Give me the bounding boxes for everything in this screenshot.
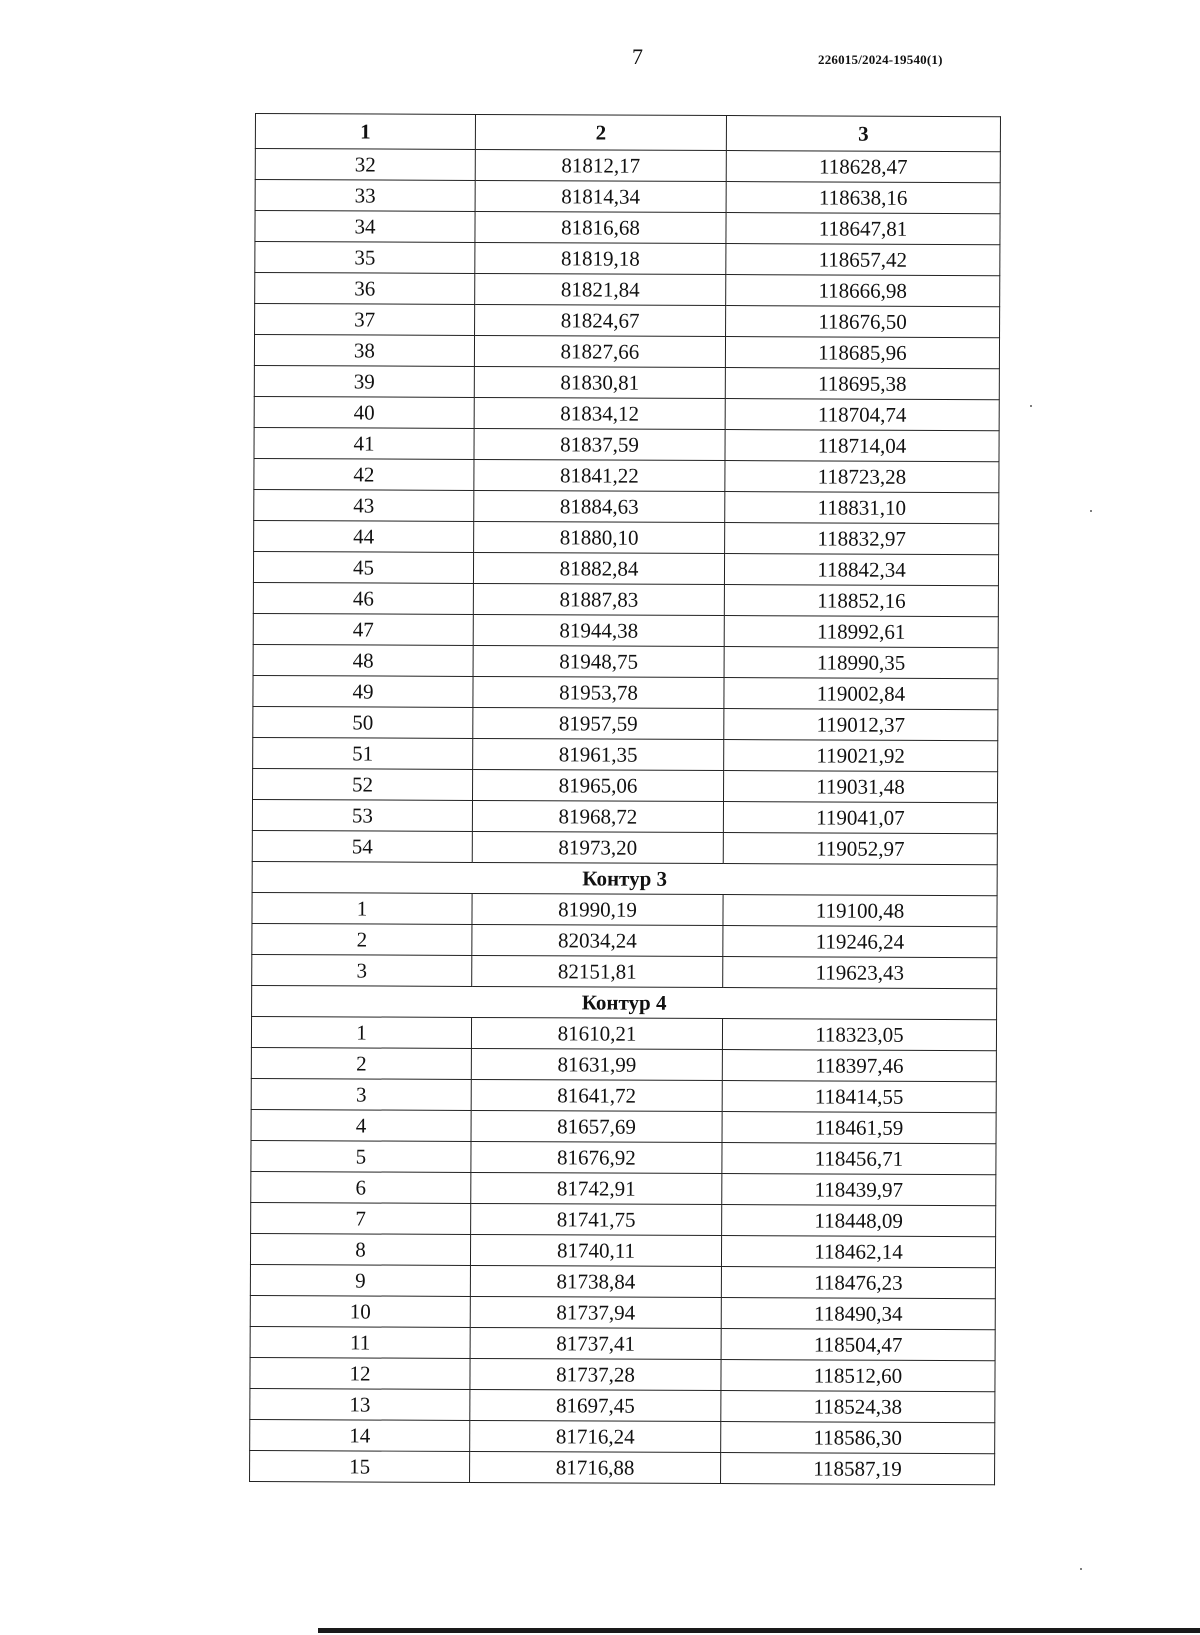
table-header-row — [255, 114, 1000, 152]
point-number-cell: 3 — [251, 1078, 471, 1110]
table-row — [251, 1016, 996, 1050]
y-coordinate-cell: 118448,09 — [722, 1205, 996, 1237]
table-row — [251, 1171, 996, 1205]
column-header: 3 — [726, 116, 1000, 152]
y-coordinate-cell: 118992,61 — [724, 616, 998, 648]
point-number-cell: 38 — [254, 335, 474, 367]
x-coordinate-cell: 81819,18 — [475, 242, 726, 274]
x-coordinate-cell: 81882,84 — [473, 552, 724, 584]
table-row — [250, 1326, 995, 1360]
y-coordinate-cell: 118852,16 — [724, 585, 998, 617]
x-coordinate-cell: 81716,24 — [470, 1420, 721, 1452]
table-row — [253, 675, 998, 709]
y-coordinate-cell: 118657,42 — [726, 244, 1000, 276]
point-number-cell: 9 — [250, 1264, 470, 1296]
y-coordinate-cell: 118676,50 — [726, 306, 1000, 338]
x-coordinate-cell: 81631,99 — [471, 1048, 722, 1080]
y-coordinate-cell: 118842,34 — [724, 554, 998, 586]
table-body — [250, 149, 1001, 1485]
point-number-cell: 54 — [252, 830, 472, 862]
table-row — [251, 1140, 996, 1174]
point-number-cell: 47 — [253, 613, 473, 645]
x-coordinate-cell: 81812,17 — [475, 149, 726, 181]
y-coordinate-cell: 118685,96 — [725, 337, 999, 369]
x-coordinate-cell: 81944,38 — [473, 614, 724, 646]
point-number-cell: 46 — [253, 582, 473, 614]
table-row — [253, 768, 998, 802]
table-row — [252, 923, 997, 957]
x-coordinate-cell: 81738,84 — [470, 1265, 721, 1297]
point-number-cell: 1 — [251, 1016, 471, 1048]
page-number: 7 — [632, 44, 643, 69]
y-coordinate-cell: 118512,60 — [721, 1360, 995, 1392]
table-row — [250, 1388, 995, 1422]
x-coordinate-cell: 81741,75 — [471, 1203, 722, 1235]
y-coordinate-cell: 119002,84 — [724, 678, 998, 710]
x-coordinate-cell: 81965,06 — [473, 769, 724, 801]
x-coordinate-cell: 81880,10 — [474, 521, 725, 553]
y-coordinate-cell: 118461,59 — [722, 1112, 996, 1144]
point-number-cell: 35 — [255, 242, 475, 274]
table-row — [252, 799, 997, 833]
x-coordinate-cell: 81641,72 — [471, 1079, 722, 1111]
x-coordinate-cell: 81824,67 — [475, 304, 726, 336]
coordinates-table — [249, 113, 1001, 1485]
table-row — [253, 613, 998, 647]
x-coordinate-cell: 81957,59 — [473, 707, 724, 739]
x-coordinate-cell: 81837,59 — [474, 428, 725, 460]
table-row — [250, 1357, 995, 1391]
point-number-cell: 40 — [254, 396, 474, 428]
x-coordinate-cell: 81953,78 — [473, 676, 724, 708]
x-coordinate-cell: 81716,88 — [470, 1451, 721, 1483]
table-row — [254, 396, 999, 430]
y-coordinate-cell: 118723,28 — [725, 461, 999, 493]
table-row — [252, 830, 997, 864]
column-header: 1 — [255, 114, 475, 150]
table-row — [253, 706, 998, 740]
table-row — [255, 149, 1000, 183]
point-number-cell: 3 — [252, 954, 472, 986]
x-coordinate-cell: 81973,20 — [472, 831, 723, 863]
table-row — [252, 954, 997, 988]
point-number-cell: 37 — [255, 304, 475, 336]
y-coordinate-cell: 118714,04 — [725, 430, 999, 462]
x-coordinate-cell: 81821,84 — [475, 273, 726, 305]
point-number-cell: 53 — [252, 799, 472, 831]
point-number-cell: 39 — [254, 365, 474, 397]
y-coordinate-cell: 118666,98 — [726, 275, 1000, 307]
point-number-cell: 15 — [250, 1450, 470, 1482]
y-coordinate-cell: 118323,05 — [722, 1019, 996, 1051]
y-coordinate-cell: 118524,38 — [721, 1391, 995, 1423]
contour-heading-row — [252, 985, 997, 1019]
x-coordinate-cell: 81968,72 — [472, 800, 723, 832]
table-row — [253, 582, 998, 616]
y-coordinate-cell: 119031,48 — [724, 771, 998, 803]
y-coordinate-cell: 119100,48 — [723, 895, 997, 927]
document-reference: 226015/2024-19540(1) — [818, 52, 943, 67]
y-coordinate-cell: 118476,23 — [721, 1267, 995, 1299]
x-coordinate-cell: 81830,81 — [474, 366, 725, 398]
contour-heading: Контур 4 — [252, 985, 997, 1019]
point-number-cell: 13 — [250, 1388, 470, 1420]
x-coordinate-cell: 81697,45 — [470, 1389, 721, 1421]
point-number-cell: 11 — [250, 1326, 470, 1358]
y-coordinate-cell: 118638,16 — [726, 182, 1000, 214]
y-coordinate-cell: 119246,24 — [723, 926, 997, 958]
table-row — [254, 458, 999, 492]
x-coordinate-cell: 81737,41 — [470, 1327, 721, 1359]
point-number-cell: 5 — [251, 1140, 471, 1172]
y-coordinate-cell: 118490,34 — [721, 1298, 995, 1330]
x-coordinate-cell: 81827,66 — [474, 335, 725, 367]
x-coordinate-cell: 81740,11 — [470, 1234, 721, 1266]
y-coordinate-cell: 118439,97 — [722, 1174, 996, 1206]
y-coordinate-cell: 118462,14 — [721, 1236, 995, 1268]
point-number-cell: 2 — [252, 923, 472, 955]
table-row — [255, 304, 1000, 338]
y-coordinate-cell: 118831,10 — [725, 492, 999, 524]
y-coordinate-cell: 118704,74 — [725, 399, 999, 431]
point-number-cell: 50 — [253, 706, 473, 738]
y-coordinate-cell: 119041,07 — [723, 802, 997, 834]
point-number-cell: 4 — [251, 1109, 471, 1141]
table-row — [254, 489, 999, 523]
scan-speck — [1090, 510, 1092, 512]
table-row — [254, 427, 999, 461]
y-coordinate-cell: 118647,81 — [726, 213, 1000, 245]
y-coordinate-cell: 118990,35 — [724, 647, 998, 679]
x-coordinate-cell: 81841,22 — [474, 459, 725, 491]
contour-heading: Контур 3 — [252, 861, 997, 895]
table-row — [250, 1233, 995, 1267]
x-coordinate-cell: 81990,19 — [472, 893, 723, 925]
point-number-cell: 1 — [252, 892, 472, 924]
table-row — [254, 520, 999, 554]
point-number-cell: 41 — [254, 427, 474, 459]
x-coordinate-cell: 81948,75 — [473, 645, 724, 677]
point-number-cell: 10 — [250, 1295, 470, 1327]
x-coordinate-cell: 81610,21 — [471, 1017, 722, 1049]
point-number-cell: 8 — [250, 1233, 470, 1265]
x-coordinate-cell: 81676,92 — [471, 1141, 722, 1173]
y-coordinate-cell: 119021,92 — [724, 740, 998, 772]
scan-speck — [1030, 405, 1032, 407]
x-coordinate-cell: 81657,69 — [471, 1110, 722, 1142]
point-number-cell: 6 — [251, 1171, 471, 1203]
x-coordinate-cell: 81884,63 — [474, 490, 725, 522]
x-coordinate-cell: 81834,12 — [474, 397, 725, 429]
table-row — [250, 1450, 995, 1484]
table-row — [255, 211, 1000, 245]
y-coordinate-cell: 119012,37 — [724, 709, 998, 741]
y-coordinate-cell: 118628,47 — [726, 151, 1000, 183]
x-coordinate-cell: 81814,34 — [475, 180, 726, 212]
column-header: 2 — [475, 114, 726, 150]
table-row — [254, 335, 999, 369]
point-number-cell: 34 — [255, 211, 475, 243]
x-coordinate-cell: 82034,24 — [472, 924, 723, 956]
point-number-cell: 52 — [253, 768, 473, 800]
x-coordinate-cell: 81742,91 — [471, 1172, 722, 1204]
table-row — [254, 365, 999, 399]
point-number-cell: 32 — [255, 149, 475, 181]
point-number-cell: 12 — [250, 1357, 470, 1389]
point-number-cell: 7 — [251, 1202, 471, 1234]
y-coordinate-cell: 118832,97 — [725, 523, 999, 555]
contour-heading-row — [252, 861, 997, 895]
scan-speck — [1080, 1568, 1082, 1570]
y-coordinate-cell: 118504,47 — [721, 1329, 995, 1361]
point-number-cell: 45 — [253, 551, 473, 583]
table-row — [250, 1419, 995, 1453]
y-coordinate-cell: 119623,43 — [723, 957, 997, 989]
y-coordinate-cell: 118586,30 — [721, 1422, 995, 1454]
table-row — [250, 1264, 995, 1298]
point-number-cell: 43 — [254, 489, 474, 521]
point-number-cell: 14 — [250, 1419, 470, 1451]
table-row — [251, 1202, 996, 1236]
table-row — [251, 1078, 996, 1112]
table-row — [251, 1109, 996, 1143]
point-number-cell: 48 — [253, 644, 473, 676]
x-coordinate-cell: 81961,35 — [473, 738, 724, 770]
y-coordinate-cell: 118456,71 — [722, 1143, 996, 1175]
table-row — [255, 180, 1000, 214]
scan-edge-line — [318, 1628, 1200, 1633]
table-row — [252, 892, 997, 926]
point-number-cell: 2 — [251, 1047, 471, 1079]
table-row — [253, 644, 998, 678]
x-coordinate-cell: 81737,94 — [470, 1296, 721, 1328]
y-coordinate-cell: 119052,97 — [723, 833, 997, 865]
point-number-cell: 36 — [255, 273, 475, 305]
table-row — [251, 1047, 996, 1081]
point-number-cell: 42 — [254, 458, 474, 490]
table-row — [253, 737, 998, 771]
point-number-cell: 49 — [253, 675, 473, 707]
point-number-cell: 44 — [254, 520, 474, 552]
point-number-cell: 33 — [255, 180, 475, 212]
table-row — [250, 1295, 995, 1329]
table-row — [255, 242, 1000, 276]
x-coordinate-cell: 81737,28 — [470, 1358, 721, 1390]
x-coordinate-cell: 82151,81 — [472, 955, 723, 987]
table-row — [255, 273, 1000, 307]
point-number-cell: 51 — [253, 737, 473, 769]
y-coordinate-cell: 118695,38 — [725, 368, 999, 400]
x-coordinate-cell: 81816,68 — [475, 211, 726, 243]
y-coordinate-cell: 118587,19 — [721, 1453, 995, 1485]
x-coordinate-cell: 81887,83 — [473, 583, 724, 615]
table-row — [253, 551, 998, 585]
y-coordinate-cell: 118397,46 — [722, 1050, 996, 1082]
y-coordinate-cell: 118414,55 — [722, 1081, 996, 1113]
